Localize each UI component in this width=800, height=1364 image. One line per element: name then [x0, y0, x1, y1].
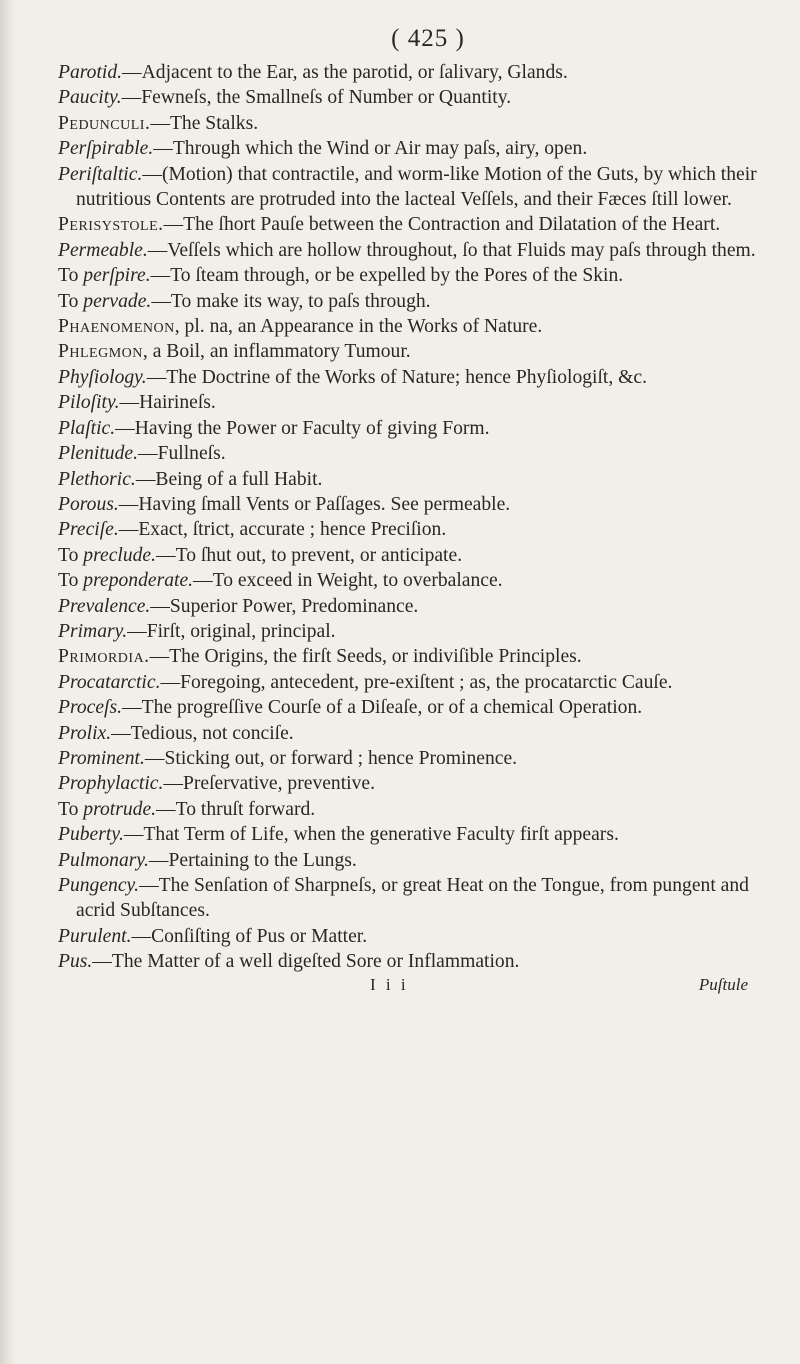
entry-headword: Phaenomenon — [58, 316, 175, 338]
glossary-entry — [58, 365, 758, 390]
entry-prefix: To — [58, 290, 84, 312]
glossary-entry — [58, 238, 758, 263]
book-page — [58, 22, 758, 999]
page-footer — [58, 975, 758, 999]
entry-definition: —The Matter of a well digeſted Sore or Inflammation. — [92, 951, 520, 973]
entry-definition: —Hairineſs. — [119, 392, 216, 414]
glossary-entry — [58, 797, 758, 822]
entry-definition: —Veſſels which are hollow throughout, ſo that Fluids may paſs through them. — [147, 239, 756, 261]
glossary-entry — [58, 162, 758, 213]
entry-definition: —Fewneſs, the Smallneſs of Number or Quantity. — [121, 87, 512, 109]
glossary-entries — [58, 60, 758, 975]
glossary-entry — [58, 670, 758, 695]
entry-headword: perſpire. — [83, 265, 151, 287]
entry-definition: —Foregoing, antecedent, pre-exiſtent ; as, the procatarctic Cauſe. — [160, 671, 673, 693]
glossary-entry — [58, 949, 758, 974]
entry-definition: —The progreſſive Courſe of a Diſeaſe, or of a chemical Operation. — [122, 697, 643, 719]
entry-definition: —Preſervative, preventive. — [163, 773, 376, 795]
entry-definition: —To thruſt forward. — [156, 798, 316, 820]
entry-headword: Pulmonary. — [58, 849, 149, 871]
entry-definition: —To ſteam through, or be expelled by the Pores of the Skin. — [150, 265, 624, 287]
entry-headword: Prophylactic. — [58, 773, 164, 795]
entry-definition: —Sticking out, or forward ; hence Prominence. — [144, 747, 518, 769]
entry-definition: —That Term of Life, when the generative Faculty firſt appears. — [123, 824, 619, 846]
entry-headword: Primary. — [58, 620, 128, 642]
entry-definition: —Adjacent to the Ear, as the parotid, or ſalivary, Glands. — [122, 62, 568, 83]
entry-definition: —Exact, ſtrict, accurate ; hence Preciſion. — [118, 519, 447, 541]
entry-definition: —Through which the Wind or Air may paſs, airy, open. — [153, 138, 588, 160]
entry-definition: —To exceed in Weight, to overbalance. — [193, 570, 503, 592]
entry-definition: —To make its way, to paſs through. — [151, 290, 431, 312]
binding-gutter — [0, 0, 16, 1364]
entry-headword: Permeable. — [58, 239, 148, 261]
entry-definition: —The Origins, the firſt Seeds, or indiviſible Principles. — [149, 646, 582, 668]
glossary-entry — [58, 263, 758, 288]
entry-definition: —Fullneſs. — [137, 443, 226, 465]
entry-headword: Pus. — [58, 951, 93, 973]
entry-headword: preponderate. — [83, 570, 194, 592]
entry-definition: , a Boil, an inflammatory Tumour. — [142, 341, 411, 363]
entry-headword: Porous. — [58, 493, 119, 515]
entry-headword: Puberty. — [58, 824, 124, 846]
glossary-entry — [58, 848, 758, 873]
entry-headword: Procatarctic. — [58, 671, 161, 693]
entry-headword: pervade. — [83, 290, 152, 312]
glossary-entry — [58, 441, 758, 466]
glossary-entry — [58, 771, 758, 796]
glossary-entry — [58, 416, 758, 441]
glossary-entry — [58, 644, 758, 669]
glossary-entry — [58, 721, 758, 746]
entry-headword: Prevalence. — [58, 595, 151, 617]
entry-headword: protrude. — [83, 798, 157, 820]
glossary-entry — [58, 873, 758, 924]
entry-headword: Pedunculi. — [58, 112, 151, 134]
entry-definition: —Superior Power, Predominance. — [150, 595, 419, 617]
entry-definition: —Being of a full Habit. — [135, 468, 323, 490]
entry-definition: , pl. na, an Appearance in the Works of Nature. — [174, 316, 543, 338]
entry-definition: —The Stalks. — [150, 112, 259, 134]
entry-headword: Paucity. — [58, 87, 122, 109]
entry-definition: —The ſhort Pauſe between the Contraction and Dilatation of the Heart. — [163, 214, 721, 236]
entry-definition: —Having ſmall Vents or Paſſages. See permeable. — [118, 493, 511, 515]
entry-definition: —Firſt, original, principal. — [127, 620, 336, 642]
entry-definition: —The Senſation of Sharpneſs, or great Heat on the Tongue, from pungent and acrid Subſtances. — [76, 875, 749, 922]
glossary-entry — [58, 619, 758, 644]
glossary-entry — [58, 594, 758, 619]
entry-definition: —The Doctrine of the Works of Nature; hence Phyſiologiſt, &c. — [146, 366, 648, 388]
entry-headword: Perſpirable. — [58, 138, 154, 160]
glossary-entry — [58, 212, 758, 237]
entry-headword: Preciſe. — [58, 519, 119, 541]
glossary-entry — [58, 339, 758, 364]
entry-definition: —(Motion) that contractile, and worm-like Motion of the Guts, by which their nutritious Contents are protruded into the lacteal Veſſels, and their Fæces ſtill lower. — [76, 163, 757, 211]
entry-headword: Piloſity. — [58, 392, 120, 414]
entry-definition: —Having the Power or Faculty of giving Form. — [115, 417, 490, 439]
glossary-entry — [58, 60, 758, 85]
entry-definition: —Conſiſting of Pus or Matter. — [131, 925, 368, 947]
entry-headword: Phyſiology. — [58, 366, 147, 388]
entry-definition: —Tedious, not conciſe. — [111, 722, 294, 744]
entry-headword: Perisystole. — [58, 214, 164, 236]
entry-headword: Proceſs. — [58, 697, 123, 719]
glossary-entry — [58, 746, 758, 771]
glossary-entry — [58, 568, 758, 593]
entry-definition: —To ſhut out, to prevent, or anticipate. — [156, 544, 463, 566]
glossary-entry — [58, 924, 758, 949]
entry-headword: Purulent. — [58, 925, 132, 947]
catchword: Puſtule — [698, 974, 748, 994]
glossary-entry — [58, 85, 758, 110]
entry-headword: Prolix. — [58, 722, 112, 744]
entry-prefix: To — [58, 798, 84, 820]
glossary-entry — [58, 111, 758, 136]
glossary-entry — [58, 822, 758, 847]
entry-definition: —Pertaining to the Lungs. — [148, 849, 357, 871]
entry-prefix: To — [58, 570, 84, 592]
entry-headword: Plaſtic. — [58, 417, 116, 439]
entry-headword: Prominent. — [58, 747, 145, 769]
glossary-entry — [58, 695, 758, 720]
glossary-entry — [58, 467, 758, 492]
entry-headword: Plenitude. — [58, 443, 138, 465]
glossary-entry — [58, 492, 758, 517]
entry-headword: Parotid. — [58, 62, 123, 83]
glossary-entry — [58, 136, 758, 161]
entry-prefix: To — [58, 265, 84, 287]
signature-mark: I i i — [370, 974, 409, 994]
glossary-entry — [58, 543, 758, 568]
entry-prefix: To — [58, 544, 84, 566]
entry-headword: Primordia. — [58, 646, 150, 668]
entry-headword: Pungency. — [58, 875, 140, 896]
entry-headword: Periſtaltic. — [58, 163, 143, 185]
entry-headword: Plethoric. — [58, 468, 136, 490]
page-number: ( 425 ) — [391, 25, 465, 52]
entry-headword: Phlegmon — [58, 341, 143, 363]
glossary-entry — [58, 517, 758, 542]
entry-headword: preclude. — [83, 544, 157, 566]
glossary-entry — [58, 390, 758, 415]
glossary-entry — [58, 289, 758, 314]
glossary-entry — [58, 314, 758, 339]
